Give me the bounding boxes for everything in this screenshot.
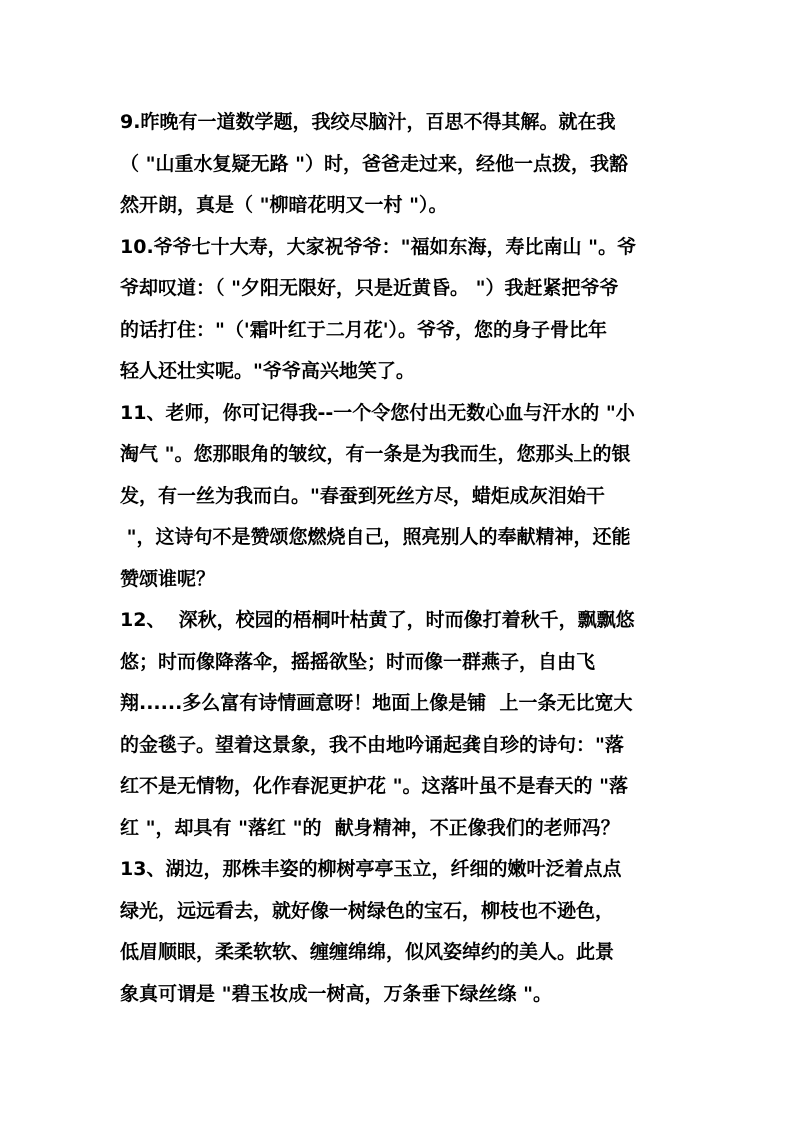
text-line: 的话打住："（'霜叶红于二月花'）。爷爷，您的身子骨比年 — [120, 318, 608, 341]
text-line: 然开朗，真是（ "柳暗花明又一村 "）。 — [120, 194, 448, 216]
text-line: 10.爷爷七十大寿，大家祝爷爷："福如东海，寿比南山 "。爷 — [120, 235, 637, 258]
text-line: 13、湖边，那株丰姿的柳树亭亭玉立，纤细的嫩叶泛着点点 — [120, 858, 622, 880]
text-line: 12、 深秋，校园的梧桐叶枯黄了，时而像打着秋千，飘飘悠 — [120, 609, 635, 631]
text-line: （ "山重水复疑无路 "）时，爸爸走过来，经他一点拨，我豁 — [120, 152, 629, 175]
text-line: 淘气 "。您那眼角的皱纹，有一条是为我而生，您那头上的银 — [120, 443, 631, 465]
text-line: 轻人还壮实呢。"爷爷高兴地笑了。 — [120, 360, 415, 382]
text-line: 发，有一丝为我而白。"春蚕到死丝方尽，蜡炬成灰泪始干 — [120, 484, 605, 507]
text-line: 低眉顺眼，柔柔软软、缠缠绵绵，似风姿绰约的美人。此景 — [120, 941, 615, 963]
text-line: 象真可谓是 "碧玉妆成一树高，万条垂下绿丝绦 "。 — [120, 982, 553, 1005]
text-line: 红不是无情物，化作春泥更护花 "。这落叶虽不是春天的 "落 — [120, 775, 629, 797]
text-line: 11、老师，你可记得我--一个令您付出无数心血与汗水的 "小 — [120, 401, 635, 424]
text-line: 红 "，却具有 "落红 "的 献身精神，不正像我们的老师冯？ — [120, 816, 620, 839]
text-line: 赞颂谁呢？ — [120, 567, 216, 590]
document-body — [120, 102, 680, 1015]
text-line: 悠；时而像降落伞，摇摇欲坠；时而像一群燕子，自由飞 — [120, 650, 596, 673]
text-line: 爷却叹道：（ "夕阳无限好，只是近黄昏。 "）我赶紧把爷爷 — [120, 277, 619, 299]
text-line: 翔......多么富有诗情画意呀！地面上像是铺 上一条无比宽大 — [120, 692, 633, 714]
text-line: 的金毯子。望着这景象，我不由地吟诵起龚自珍的诗句："落 — [120, 733, 624, 756]
text-line: "，这诗句不是赞颂您燃烧自己，照亮别人的奉献精神，还能 — [120, 526, 631, 548]
text-line: 绿光，远远看去，就好像一树绿色的宝石，柳枝也不逊色， — [120, 899, 615, 922]
text-line: 9.昨晚有一道数学题，我绞尽脑汁，百思不得其解。就在我 — [120, 111, 616, 133]
